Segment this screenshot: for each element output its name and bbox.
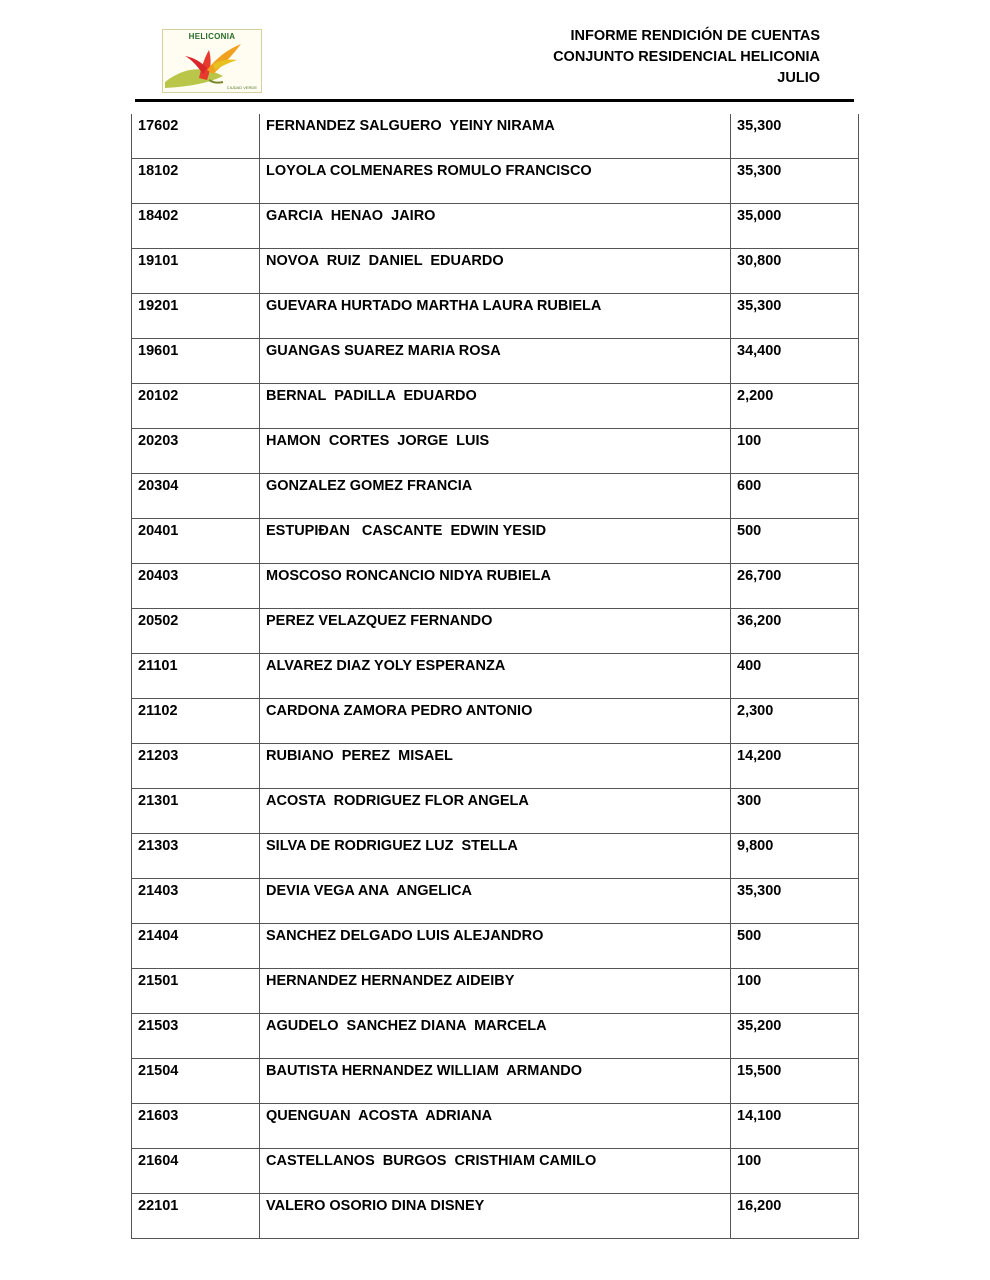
table-row: [132, 744, 859, 789]
apartment-cell: 21603: [132, 1104, 260, 1149]
amount-cell: 16,200: [731, 1194, 859, 1239]
table-row: [132, 474, 859, 519]
resident-name-cell: RUBIANO PEREZ MISAEL: [260, 744, 731, 789]
amount-cell: 2,200: [731, 384, 859, 429]
amount-cell: 35,300: [731, 879, 859, 924]
resident-name-cell: HAMON CORTES JORGE LUIS: [260, 429, 731, 474]
apartment-cell: 21101: [132, 654, 260, 699]
header-line-2: CONJUNTO RESIDENCIAL HELICONIA: [553, 49, 820, 65]
resident-name-cell: PEREZ VELAZQUEZ FERNANDO: [260, 609, 731, 654]
amount-cell: 100: [731, 429, 859, 474]
table-row: [132, 249, 859, 294]
apartment-cell: 21404: [132, 924, 260, 969]
table-row: [132, 879, 859, 924]
amount-cell: 35,000: [731, 204, 859, 249]
apartment-cell: 22101: [132, 1194, 260, 1239]
apartment-cell: 20403: [132, 564, 260, 609]
apartment-cell: 20102: [132, 384, 260, 429]
apartment-cell: 21203: [132, 744, 260, 789]
apartment-cell: 21303: [132, 834, 260, 879]
amount-cell: 30,800: [731, 249, 859, 294]
table-row: [132, 1014, 859, 1059]
amount-cell: 9,800: [731, 834, 859, 879]
amount-cell: 15,500: [731, 1059, 859, 1104]
resident-name-cell: CASTELLANOS BURGOS CRISTHIAM CAMILO: [260, 1149, 731, 1194]
table-row: [132, 969, 859, 1014]
resident-name-cell: SANCHEZ DELGADO LUIS ALEJANDRO: [260, 924, 731, 969]
header-line-3: JULIO: [777, 70, 820, 86]
logo-name: HELICONIA: [188, 32, 236, 41]
resident-name-cell: VALERO OSORIO DINA DISNEY: [260, 1194, 731, 1239]
table-row: [132, 564, 859, 609]
resident-name-cell: GUEVARA HURTADO MARTHA LAURA RUBIELA: [260, 294, 731, 339]
amount-cell: 300: [731, 789, 859, 834]
heliconia-flower-icon: [163, 30, 261, 92]
amount-cell: 100: [731, 1149, 859, 1194]
table-row: [132, 1149, 859, 1194]
amount-cell: 400: [731, 654, 859, 699]
amount-cell: 35,200: [731, 1014, 859, 1059]
table-row: [132, 924, 859, 969]
payments-table-body: [132, 114, 859, 1239]
table-row: [132, 204, 859, 249]
payments-table: [131, 114, 859, 1239]
amount-cell: 500: [731, 924, 859, 969]
apartment-cell: 21504: [132, 1059, 260, 1104]
resident-name-cell: GONZALEZ GOMEZ FRANCIA: [260, 474, 731, 519]
amount-cell: 36,200: [731, 609, 859, 654]
resident-name-cell: FERNANDEZ SALGUERO YEINY NIRAMA: [260, 114, 731, 159]
header-line-1: INFORME RENDICIÓN DE CUENTAS: [570, 28, 820, 44]
table-row: [132, 429, 859, 474]
table-row: [132, 654, 859, 699]
table-row: [132, 159, 859, 204]
apartment-cell: 17602: [132, 114, 260, 159]
header-divider: [135, 99, 854, 102]
apartment-cell: 21604: [132, 1149, 260, 1194]
resident-name-cell: BAUTISTA HERNANDEZ WILLIAM ARMANDO: [260, 1059, 731, 1104]
amount-cell: 35,300: [731, 159, 859, 204]
table-row: [132, 609, 859, 654]
apartment-cell: 18402: [132, 204, 260, 249]
table-row: [132, 834, 859, 879]
table-row: [132, 789, 859, 834]
table-row: [132, 339, 859, 384]
table-row: [132, 1104, 859, 1149]
resident-name-cell: QUENGUAN ACOSTA ADRIANA: [260, 1104, 731, 1149]
resident-name-cell: HERNANDEZ HERNANDEZ AIDEIBY: [260, 969, 731, 1014]
amount-cell: 35,300: [731, 294, 859, 339]
table-row: [132, 1194, 859, 1239]
logo-tagline: CIUDAD VERDE: [226, 85, 257, 90]
table-row: [132, 699, 859, 744]
amount-cell: 600: [731, 474, 859, 519]
amount-cell: 500: [731, 519, 859, 564]
heliconia-logo: [162, 29, 262, 93]
resident-name-cell: MOSCOSO RONCANCIO NIDYA RUBIELA: [260, 564, 731, 609]
apartment-cell: 20401: [132, 519, 260, 564]
resident-name-cell: ACOSTA RODRIGUEZ FLOR ANGELA: [260, 789, 731, 834]
apartment-cell: 20502: [132, 609, 260, 654]
apartment-cell: 21301: [132, 789, 260, 834]
apartment-cell: 19101: [132, 249, 260, 294]
resident-name-cell: SILVA DE RODRIGUEZ LUZ STELLA: [260, 834, 731, 879]
amount-cell: 35,300: [731, 114, 859, 159]
report-header: [553, 26, 820, 89]
apartment-cell: 21403: [132, 879, 260, 924]
table-row: [132, 294, 859, 339]
resident-name-cell: BERNAL PADILLA EDUARDO: [260, 384, 731, 429]
amount-cell: 100: [731, 969, 859, 1014]
amount-cell: 14,100: [731, 1104, 859, 1149]
resident-name-cell: LOYOLA COLMENARES ROMULO FRANCISCO: [260, 159, 731, 204]
apartment-cell: 19201: [132, 294, 260, 339]
resident-name-cell: GARCIA HENAO JAIRO: [260, 204, 731, 249]
apartment-cell: 19601: [132, 339, 260, 384]
table-row: [132, 519, 859, 564]
resident-name-cell: AGUDELO SANCHEZ DIANA MARCELA: [260, 1014, 731, 1059]
resident-name-cell: GUANGAS SUAREZ MARIA ROSA: [260, 339, 731, 384]
resident-name-cell: DEVIA VEGA ANA ANGELICA: [260, 879, 731, 924]
amount-cell: 14,200: [731, 744, 859, 789]
table-row: [132, 114, 859, 159]
apartment-cell: 20304: [132, 474, 260, 519]
apartment-cell: 21501: [132, 969, 260, 1014]
apartment-cell: 21102: [132, 699, 260, 744]
amount-cell: 26,700: [731, 564, 859, 609]
apartment-cell: 21503: [132, 1014, 260, 1059]
table-row: [132, 1059, 859, 1104]
amount-cell: 2,300: [731, 699, 859, 744]
resident-name-cell: CARDONA ZAMORA PEDRO ANTONIO: [260, 699, 731, 744]
amount-cell: 34,400: [731, 339, 859, 384]
resident-name-cell: ESTUPIĐAN CASCANTE EDWIN YESID: [260, 519, 731, 564]
table-row: [132, 384, 859, 429]
resident-name-cell: NOVOA RUIZ DANIEL EDUARDO: [260, 249, 731, 294]
apartment-cell: 18102: [132, 159, 260, 204]
resident-name-cell: ALVAREZ DIAZ YOLY ESPERANZA: [260, 654, 731, 699]
apartment-cell: 20203: [132, 429, 260, 474]
